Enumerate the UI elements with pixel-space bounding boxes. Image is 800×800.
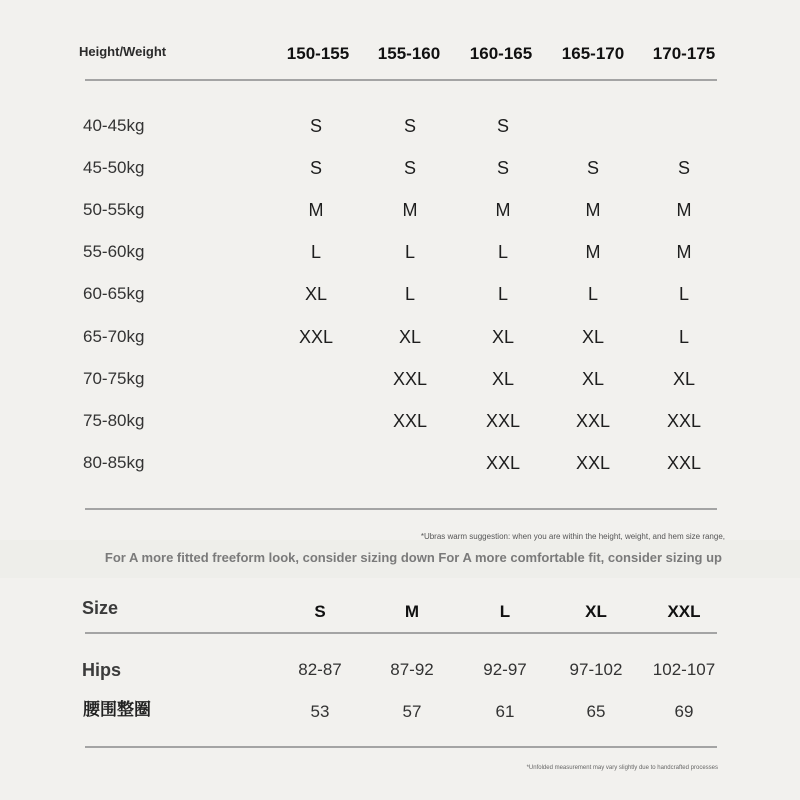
size-cell: XXL (666, 410, 702, 431)
size-cell: L (310, 242, 322, 263)
weight-row-label: 40-45kg (83, 116, 145, 135)
height-column-header: 165-170 (561, 44, 625, 63)
weight-row-label: 45-50kg (83, 158, 145, 178)
height-column-header: 170-175 (652, 44, 716, 63)
size-cell: M (585, 200, 601, 221)
size-cell: S (309, 158, 323, 179)
size-cell: M (495, 200, 511, 221)
weight-row-label: 80-85kg (83, 452, 145, 472)
size-cell: M (585, 242, 601, 263)
weight-row-label: 65-70kg (83, 326, 145, 346)
hips-value: 82-87 (298, 660, 342, 679)
size-cell: L (678, 326, 690, 347)
size-cell: S (586, 158, 600, 179)
size-cell: XXL (298, 326, 334, 347)
measurement-bottom-divider (85, 746, 717, 748)
waist-label: 腰围整圈 (83, 700, 151, 720)
size-cell: S (309, 116, 323, 136)
size-column-header: S (314, 602, 326, 621)
waist-value: 53 (310, 702, 330, 721)
size-cell: M (676, 200, 692, 221)
weight-row-label: 50-55kg (83, 200, 145, 220)
size-cell: XL (581, 326, 605, 347)
waist-value: 57 (402, 702, 422, 721)
size-cell: L (404, 242, 416, 263)
suggestion-note: *Ubras warm suggestion: when you are within the height, weight, and hem size range, (420, 532, 725, 541)
footnote: *Unfolded measurement may vary slightly due to handcrafted processes (526, 765, 718, 771)
size-cell: S (496, 116, 510, 136)
size-column-header: XL (585, 602, 607, 621)
size-cell: L (404, 284, 416, 305)
size-cell: M (308, 200, 324, 221)
measurement-header-divider (85, 632, 717, 634)
size-column-header: M (404, 602, 420, 621)
hips-value: 92-97 (483, 660, 527, 679)
size-cell: XXL (666, 452, 702, 473)
hips-label: Hips (82, 660, 122, 680)
size-cell: S (403, 116, 417, 136)
weight-row-label: 70-75kg (83, 368, 145, 388)
size-cell: XXL (485, 410, 521, 431)
hips-value: 87-92 (390, 660, 434, 679)
size-cell: XL (398, 326, 422, 347)
hips-value: 102-107 (652, 660, 716, 679)
size-cell: S (677, 158, 691, 179)
weight-row-label: 60-65kg (83, 284, 145, 304)
size-cell: M (676, 242, 692, 263)
waist-value: 61 (495, 702, 515, 721)
size-cell: L (587, 284, 599, 305)
size-cell: L (497, 242, 509, 263)
size-cell: XL (491, 368, 515, 389)
size-cell: S (496, 158, 510, 179)
size-cell: XXL (575, 410, 611, 431)
size-cell: L (497, 284, 509, 305)
weight-row-label: 55-60kg (83, 242, 145, 262)
corner-label: Height/Weight (79, 44, 167, 59)
size-cell: XL (672, 368, 696, 389)
header-divider (85, 79, 717, 81)
sizing-advice: For A more fitted freeform look, consider sizing down For A more comfortable fit, consider sizing up (104, 550, 722, 565)
size-cell: XL (581, 368, 605, 389)
size-cell: XXL (392, 410, 428, 431)
height-column-header: 160-165 (469, 44, 533, 63)
size-cell: XXL (575, 452, 611, 473)
size-cell: XL (304, 284, 328, 305)
size-cell: L (678, 284, 690, 305)
height-column-header: 155-160 (377, 44, 441, 63)
size-header-label: Size (82, 598, 119, 618)
size-cell: XL (491, 326, 515, 347)
height-column-header: 150-155 (286, 44, 350, 63)
size-column-header: L (499, 602, 511, 621)
size-cell: S (403, 158, 417, 179)
waist-value: 69 (674, 702, 694, 721)
size-cell: M (402, 200, 418, 221)
chart-bottom-divider (85, 508, 717, 510)
waist-value: 65 (586, 702, 606, 721)
size-cell: XXL (485, 452, 521, 473)
size-column-header: XXL (667, 602, 701, 621)
weight-row-label: 75-80kg (83, 410, 145, 430)
hips-value: 97-102 (569, 660, 623, 679)
size-cell: XXL (392, 368, 428, 389)
